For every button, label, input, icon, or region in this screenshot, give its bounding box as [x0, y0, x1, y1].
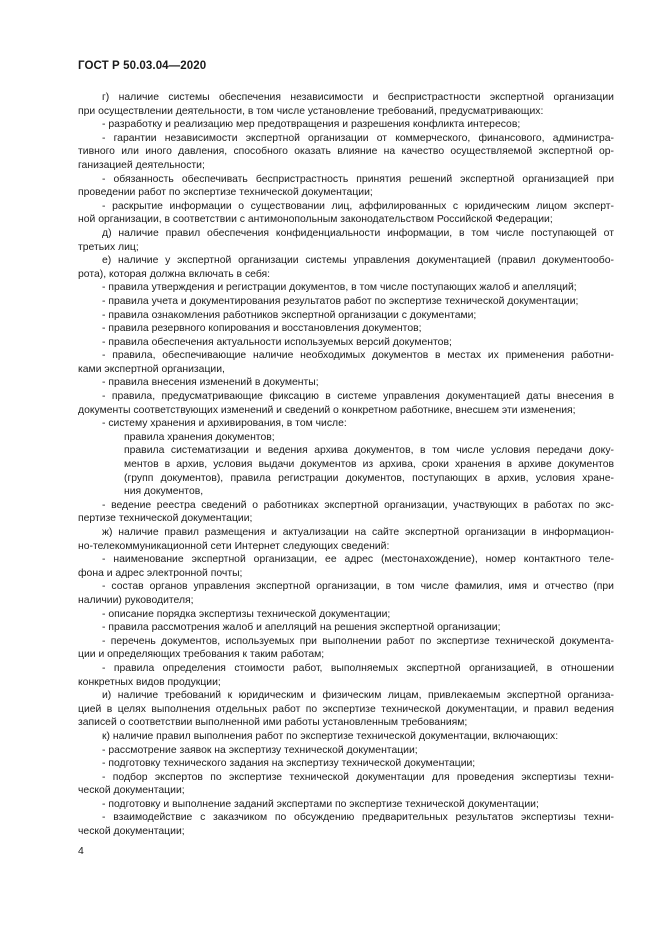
text-line: - раскрытие информации о существовании лиц, аффилированных с юридическим лицом эксперт-: [102, 200, 614, 212]
text-line: - правила, предусматривающие фиксацию в системе управления документацией даты внесения в: [102, 391, 614, 403]
text-line: к) наличие правил выполнения работ по экспертизе технической документации, включающих:: [102, 730, 559, 742]
text-line: документы соответствующих изменений и сведений о конкретном работнике, внесшем эти изменения;: [78, 404, 576, 416]
text-line: г) наличие системы обеспечения независимости и беспристрастности экспертной организации: [102, 92, 614, 103]
text-line: - взаимодействие с заказчиком по обсуждению предварительных результатов экспертизы техни-: [102, 812, 614, 824]
text-line: ческой документации;: [78, 785, 185, 797]
text-line: - рассмотрение заявок на экспертизу технической документации;: [102, 744, 418, 756]
text-line: и) наличие требований к юридическим и физическим лицам, привлекаемым экспертной организа-: [102, 690, 614, 702]
text-line: ческой документации;: [78, 826, 185, 838]
text-line: наличии) руководителя;: [78, 594, 194, 606]
text-line: - обязанность обеспечивать беспристрастность принятия решений экспертной организацией при: [102, 173, 614, 185]
text-line: - систему хранения и архивирования, в том числе:: [102, 418, 347, 430]
text-line: - наименование экспертной организации, ее адрес (местонахождение), номер контактного теле-: [102, 554, 614, 566]
text-line: пертизе технической документации;: [78, 513, 253, 525]
text-line: - правила учета и документирования результатов работ по экспертизе технической документации;: [102, 295, 579, 307]
text-line: - подготовку технического задания на экспертизу технической документации;: [102, 758, 476, 770]
text-line: - описание порядка экспертизы технической документации;: [102, 608, 391, 620]
text-line: - правила рассмотрения жалоб и апелляций на решения экспертной организации;: [102, 622, 501, 634]
document-header: ГОСТ Р 50.03.04—2020: [78, 60, 207, 72]
text-line: ж) наличие правил размещения и актуализации на сайте экспертной организации в информацион-: [102, 527, 614, 538]
text-line: - подготовку и выполнение заданий экспертами по экспертизе технической документации;: [102, 798, 539, 810]
text-line: фона и адрес электронной почты;: [78, 567, 243, 579]
text-line: правила хранения документов;: [124, 431, 275, 443]
text-line: правила систематизации и ведения архива документов, в том числе условия передачи доку-: [124, 445, 614, 457]
text-line: - правила внесения изменений в документы;: [102, 377, 319, 389]
text-line: ной организации, в соответствии с антимонопольным законодательством Российской Федерации;: [78, 214, 553, 226]
text-line: - разработку и реализацию мер предотвращения и разрешения конфликта интересов;: [102, 119, 521, 131]
text-line: ками экспертной организации,: [78, 363, 225, 375]
text-line: ния документов,: [124, 486, 204, 498]
document-body: [78, 91, 614, 839]
text-line: рота), которая должна включать в себя:: [78, 268, 271, 280]
text-line: ганизацией деятельности;: [78, 159, 205, 171]
text-line: - правила, обеспечивающие наличие необходимых документов в местах их применения работни-: [102, 350, 614, 362]
text-line: - правила резервного копирования и восстановления документов;: [102, 323, 422, 335]
text-line: ции и определяющих требования к таким работам;: [78, 649, 325, 661]
text-line: - правила утверждения и регистрации документов, в том числе поступающих жалоб и апелляций;: [102, 282, 577, 294]
text-line: тивного или иного давления, способного оказать влияние на качество осуществляемой экспертной ор-: [78, 146, 614, 158]
text-line: проведении работ по экспертизе технической документации;: [78, 187, 373, 199]
page-number: 4: [78, 846, 84, 857]
text-line: е) наличие у экспертной организации системы управления документацией (правил документообо-: [102, 255, 614, 267]
text-line: д) наличие правил обеспечения конфиденциальности информации, в том числе поступающей от: [102, 227, 614, 239]
text-line: цией в целях выполнения отдельных работ по экспертизе технической документации, и правил ведения: [78, 703, 614, 715]
text-line: - правила определения стоимости работ, выполняемых экспертной организацией, в отношении: [102, 662, 614, 674]
text-line: - правила ознакомления работников экспертной организации с документами;: [102, 309, 477, 321]
text-line: записей о соответствии выполненной ими работы установленным требованиям;: [78, 717, 468, 729]
text-line: - ведение реестра сведений о работниках экспертной организации, участвующих в работах по экс-: [102, 499, 614, 511]
text-line: (групп документов), правила регистрации документов, поступающих в архив, условия хране-: [124, 472, 614, 484]
text-line: - перечень документов, используемых при выполнении работ по экспертизе технической документа-: [102, 635, 614, 647]
text-line: при осуществлении деятельности, в том числе установление требований, предусматривающих:: [78, 105, 544, 117]
text-line: - подбор экспертов по экспертизе технической документации для проведения экспертизы техни-: [102, 771, 614, 783]
text-line: но-телекоммуникационной сети Интернет следующих сведений:: [78, 540, 390, 552]
text-line: третьих лиц;: [78, 241, 139, 253]
text-line: конкретных видов продукции;: [78, 676, 221, 688]
text-line: - гарантии независимости экспертной организации от коммерческого, финансового, администра-: [102, 132, 614, 144]
text-line: - правила обеспечения актуальности используемых версий документов;: [102, 336, 452, 348]
text-line: ментов в архив, условия выдачи документов из архива, сроки хранения в архиве документов: [124, 459, 614, 471]
text-line: - состав органов управления экспертной организации, в том числе фамилия, имя и отчество (при: [102, 581, 614, 593]
